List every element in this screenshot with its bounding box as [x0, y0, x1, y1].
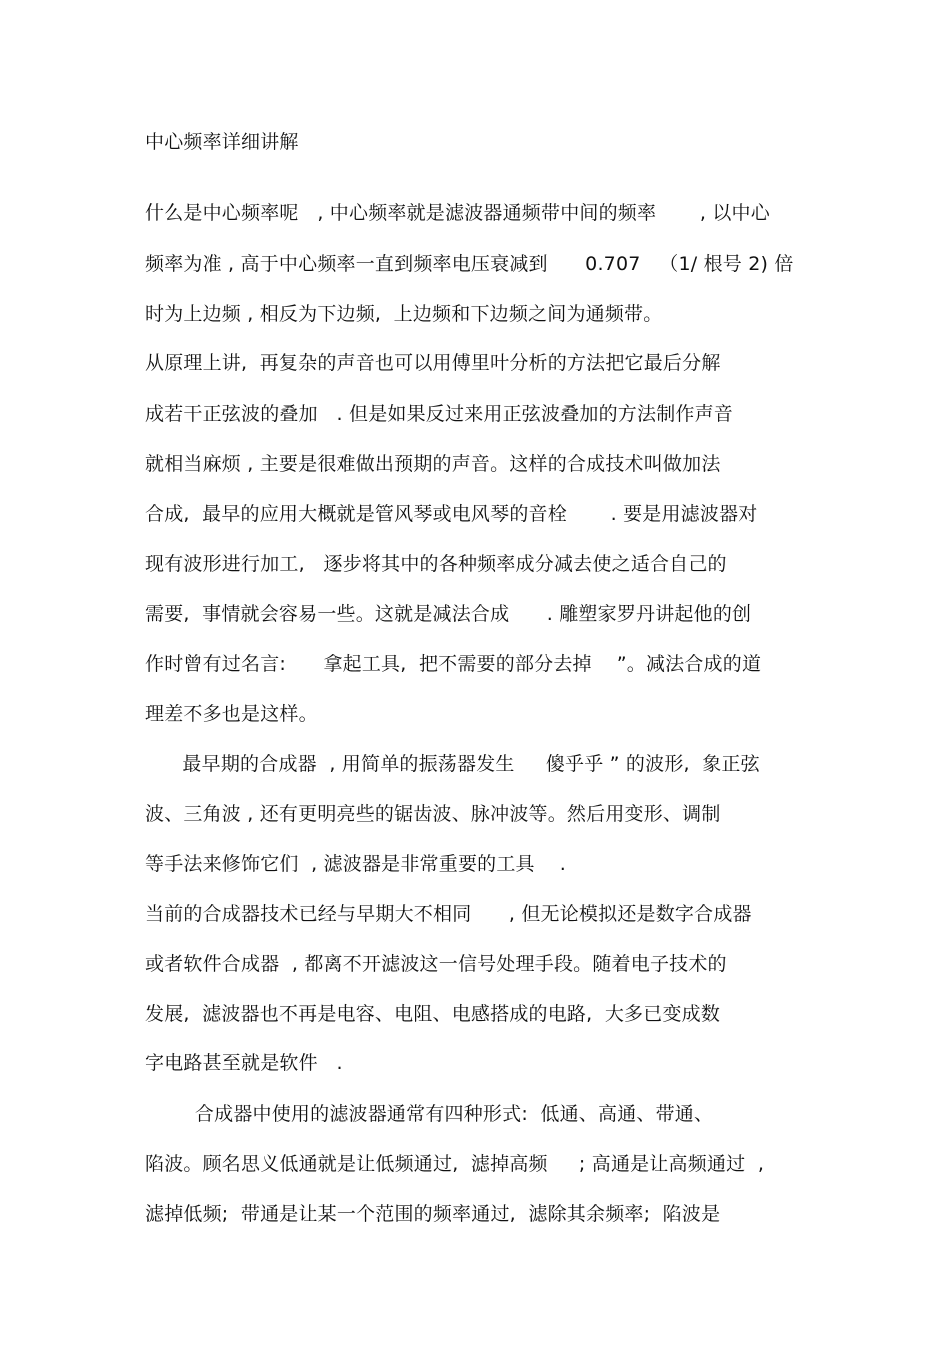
- paragraph-line: 陷波。顾名思义低通就是让低频通过, 滤掉高频 ; 高通是让高频通过 ,: [145, 1153, 765, 1175]
- paragraph-line: 字电路甚至就是软件 .: [145, 1052, 343, 1074]
- paragraph-line: 合成器中使用的滤波器通常有四种形式: 低通、高通、带通、: [145, 1103, 714, 1125]
- paragraph-line: 滤掉低频; 带通是让某一个范围的频率通过, 滤除其余频率; 陷波是: [145, 1203, 721, 1225]
- paragraph-line: 合成, 最早的应用大概就是管风琴或电风琴的音栓 . 要是用滤波器对: [145, 503, 758, 525]
- paragraph-line: 发展, 滤波器也不再是电容、电阻、电感搭成的电路, 大多已变成数: [145, 1003, 721, 1025]
- paragraph-line: 频率为准 , 高于中心频率一直到频率电压衰减到 0.707 （1/ 根号 2) 倍: [145, 253, 794, 275]
- paragraph-line: 波、三角波 , 还有更明亮些的锯齿波、脉冲波等。然后用变形、调制: [145, 803, 721, 825]
- paragraph-line: 需要, 事情就会容易一些。这就是减法合成 . 雕塑家罗丹讲起他的创: [145, 603, 752, 625]
- paragraph-line: 就相当麻烦 , 主要是很难做出预期的声音。这样的合成技术叫做加法: [145, 453, 721, 475]
- paragraph-line: 最早期的合成器 , 用简单的振荡器发生 傻乎乎 ” 的波形, 象正弦: [145, 753, 760, 775]
- paragraph-line: 作时曾有过名言: 拿起工具, 把不需要的部分去掉 ”。减法合成的道: [145, 653, 762, 675]
- paragraph-line: 从原理上讲, 再复杂的声音也可以用傅里叶分析的方法把它最后分解: [145, 352, 721, 374]
- document-title: 中心频率详细讲解: [145, 131, 299, 153]
- paragraph-line: 或者软件合成器 , 都离不开滤波这一信号处理手段。随着电子技术的: [145, 953, 727, 975]
- paragraph-line: 现有波形进行加工, 逐步将其中的各种频率成分减去使之适合自己的: [145, 553, 727, 575]
- paragraph-line: 成若干正弦波的叠加 . 但是如果反过来用正弦波叠加的方法制作声音: [145, 403, 733, 425]
- paragraph-line: 时为上边频 , 相反为下边频, 上边频和下边频之间为通频带。: [145, 303, 663, 325]
- paragraph-line: 当前的合成器技术已经与早期大不相同 , 但无论模拟还是数字合成器: [145, 903, 752, 925]
- paragraph-line: 什么是中心频率呢 , 中心频率就是滤波器通频带中间的频率 , 以中心: [145, 202, 770, 224]
- paragraph-line: 等手法来修饰它们 , 滤波器是非常重要的工具 .: [145, 853, 566, 875]
- paragraph-line: 理差不多也是这样。: [145, 703, 318, 725]
